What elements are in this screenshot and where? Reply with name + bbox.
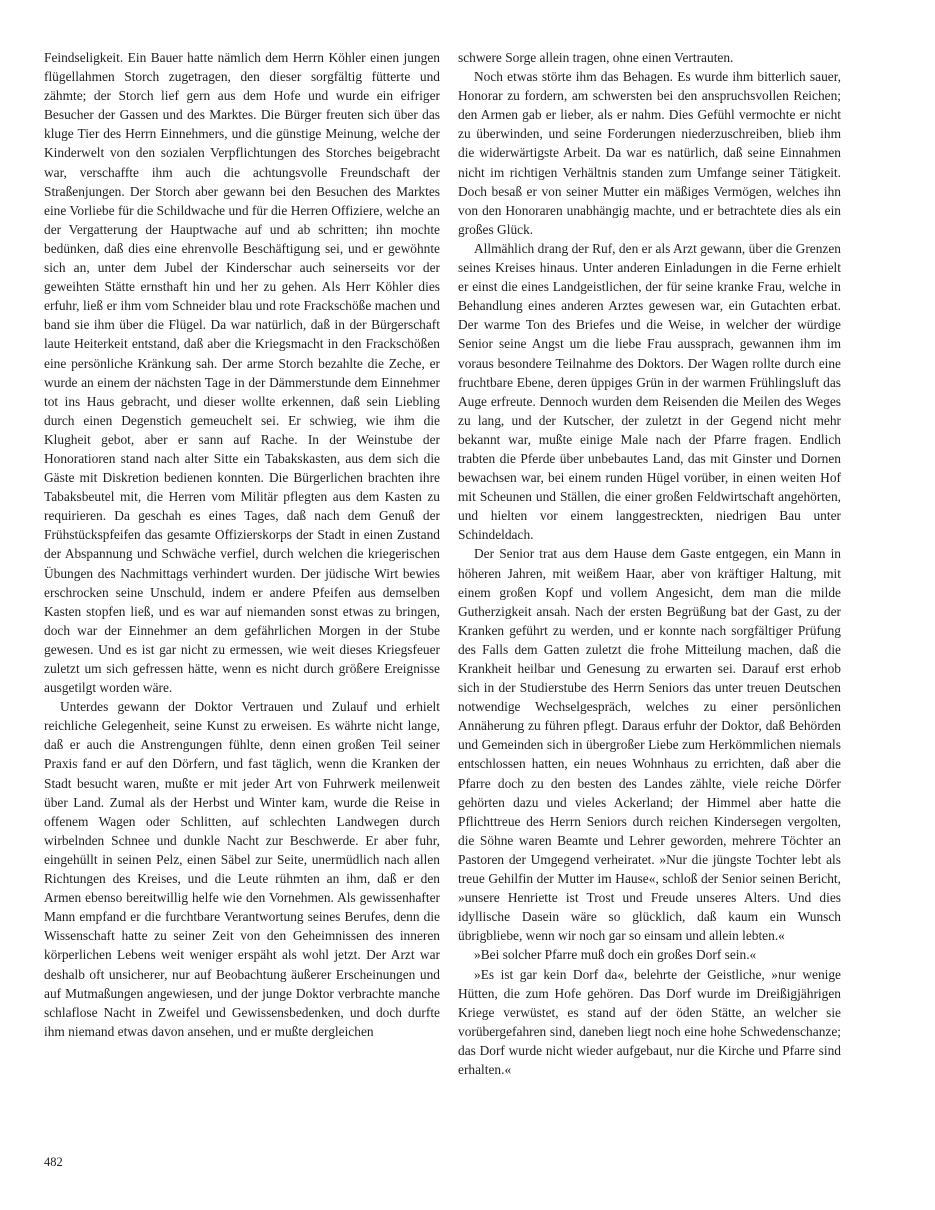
paragraph: Feindseligkeit. Ein Bauer hatte nämlich dem Herrn Köhler einen jungen flügellahmen Storch zugetragen, den dieser sorgfältig fütterte und zähmte; der Storch lief gern aus dem Hofe und wurde ein eifriger Besucher der Gassen und des Marktes. Die Bürger freuten sich über das kluge Tier des Herrn Einnehmers, und die günstige Meinung, welche der Kinderwelt von den sozialen Verpflichtungen des Storches beigebracht war, verschaffte ihm auch die achtungsvolle Freundschaft der Straßenjungen. Der Storch aber gewann bei den Besuchen des Marktes eine Vorliebe für die Schildwache und für die Herren Offiziere, welche an der Vergatterung der Hauptwache auf und ab schritten; ihn mochte bedünken, daß dies eine ehrenvolle Beschäftigung sei, und er gewöhnte sich an, unter dem Jubel der Kinderschar auch seinerseits vor der geweihten Stätte ernsthaft hin und her zu gehen. Als Herr Köhler dies erfuhr, ließ er ihm vom Schneider blau und rote Frackschöße machen und band sie ihm über die Flügel. Da war natürlich, daß in der Bürgerschaft laute Heiterkeit entstand, daß aber die Kriegsmacht in den Frackschößen eine persönliche Kränkung sah. Der arme Storch bezahlte die Zeche, er wurde an einem der nächsten Tage in der Dämmerstunde dem Einnehmer tot ins Haus gebracht, und dieser wollte erkennen, daß sein Liebling durch einen Degenstich gemeuchelt sei. Er schwieg, wie ihm die Klugheit gebot, aber er sann auf Rache. In der Weinstube der Honoratioren stand nach alter Sitte ein Tabakskasten, aus dem sich die Gäste mit Diskretion bedienen konnten. Die Bürgerlichen brachten ihre Tabaksbeutel mit, die Herren vom Militär pflegten aus dem Kasten zu requirieren. Da geschah es eines Tages, daß nach dem Genuß der Frühstückspfeifen das gesamte Offizierskorps der Stadt in einen Zustand der Abspannung und Schwäche verfiel, durch welchen die kriegerischen Übungen des Nachmittags verhindert wurden. Der jüdische Wirt bewies erschrocken seine Unschuld, indem er andere Pfeifen aus demselben Kasten stopfen ließ, und es war auf niemanden sonst etwas zu bringen, doch war der Einnehmer an dem gefährlichen Morgen in der Stube gewesen. Und es ist gar nicht zu ermessen, wie weit dieses Kriegsfeuer zuletzt um sich gefressen hätte, wenn es nicht durch größere Ereignisse ausgetilgt worden wäre. <box>44 50 440 696</box>
paragraph: »Bei solcher Pfarre muß doch ein großes Dorf sein.« <box>474 947 757 963</box>
paragraph: schwere Sorge allein tragen, ohne einen Vertrauten. <box>458 50 734 65</box>
paragraph: Noch etwas störte ihm das Behagen. Es wurde ihm bitterlich sauer, Honorar zu fordern, am schwersten bei den anspruchsvollen Reichen; den Armen gab er lieber, als er nahm. Dies Gefühl vermochte er nicht zu überwinden, und seine Forderungen niederzuschreiben, blieb ihm die widerwärtigste Arbeit. Da war es natürlich, daß seine Einnahmen nicht im richtigen Verhältnis standen zum Umfange seiner Tätigkeit. Doch besaß er von seiner Mutter ein mäßiges Vermögen, welches ihn von den Honoraren unabhängig machte, und er betrachtete dies als ein großes Glück. <box>458 69 841 237</box>
paragraph: Allmählich drang der Ruf, den er als Arzt gewann, über die Grenzen seines Kreises hinaus. Unter anderen Einladungen in die Ferne erhielt er einst die eines Landgeistlichen, der für seine kranke Frau, welche in Behandlung eines anderen Arztes gewesen war, ein Gutachten erbat. Der warme Ton des Briefes und die Weise, in welcher der würdige Senior seine Angst um die liebe Frau aussprach, gewannen ihm im voraus besondere Teilnahme des Doktors. Der Wagen rollte durch eine fruchtbare Ebene, deren üppiges Grün in der warmen Frühlingsluft das Auge erfreute. Dennoch wurden dem Reisenden die Meilen des Weges zu lang, und der Kutscher, der zuletzt in der Gegend nicht mehr bekannt war, mußte einige Male nach der Pfarre fragen. Endlich trabten die Pferde über unbebautes Land, das mit Ginster und Dornen bewachsen war, bei einem runden Hügel vorüber, in einen weiten Hof mit Scheunen und Ställen, die einer großen Feldwirtschaft angehörten, und hielten vor einem langgestreckten, niedrigen Bau unter Schindeldach. <box>458 240 841 543</box>
left-text-column <box>44 48 440 1041</box>
paragraph: »Es ist gar kein Dorf da«, belehrte der Geistliche, »nur wenige Hütten, die zum Hofe gehören. Das Dorf wurde im Dreißigjährigen Kriege verwüstet, es stand auf der öden Stätte, an welcher sie vorübergefahren sind, daneben liegt noch eine hohe Schwedenschanze; das Dorf wurde nicht wieder aufgebaut, nur die Kirche und Pfarre sind erhalten.« <box>458 966 841 1077</box>
paragraph: Unterdes gewann der Doktor Vertrauen und Zulauf und erhielt reichliche Gelegenheit, seine Kunst zu erweisen. Es währte nicht lange, daß er auch die Anstrengungen fühlte, denn einen großen Teil seiner Praxis fand er auf den Dörfern, und fast täglich, wenn die Kranken der Stadt besucht waren, mußte er mit jeder Art von Fuhrwerk meilenweit über Land. Zumal als der Herbst und Winter kam, wurde die Reise in offenem Wagen oder Schlitten, auf schlechten Landwegen durch wirbelnden Schnee und dunkle Nacht zur Beschwerde. Er aber fuhr, eingehüllt in seinen Pelz, einen Säbel zur Seite, unermüdlich nach allen Richtungen des Kreises, und die Leute rühmten an ihm, daß er den Armen ebenso bereitwillig helfe wie den Vornehmen. Als gewissenhafter Mann empfand er die furchtbare Verantwortung seines Berufes, denn die Wissenschaft hatte zu seiner Zeit von den Geheimnissen des inneren körperlichen Lebens weit weniger erspäht als wohl jetzt. Der Arzt war deshalb oft unsicherer, nur auf Beobachtung äußerer Erscheinungen und auf Mutmaßungen angewiesen, und der junge Doktor verbrachte manche schlaflose Nacht in Zweifel und Gewissensbedenken, und doch durfte ihm niemand etwas davon ansehen, und er mußte dergleichen <box>44 699 440 1039</box>
page-number: 482 <box>44 1155 63 1169</box>
paragraph: Der Senior trat aus dem Hause dem Gaste entgegen, ein Mann in höheren Jahren, mit weißem Haar, aber von kräftiger Haltung, mit einem großen Kopf und vollem Angesicht, dem man die milde Gutherzigkeit ansah. Nach der ersten Begrüßung bat der Gast, zu der Kranken geführt zu werden, und er konnte nach sorgfältiger Prüfung des Falls dem Gatten zuletzt die frohe Mitteilung machen, daß die Krankheit heilbar und Genesung zu erwarten sei. Darauf erst erhob sich in der Studierstube des Herrn Seniors das unter treuen Deutschen notwendige Wechselgespräch, welches zu einer persönlichen Annäherung zu führen pflegt. Daraus erfuhr der Doktor, daß Behörden und Gemeinden sich in übergroßer Liebe zum Herkömmlichen niemals entschlossen hatten, ein neues Wohnhaus zu errichten, daß aber die Pfarre doch zu den besten des Landes zählte, viele reiche Dörfer gehörten dazu und vieles Ackerland; der Himmel aber hatte die Pflichttreue des Herrn Seniors durch reichen Kindersegen vergolten, die Söhne waren Beamte und Lehrer geworden, mehrere Töchter an Pastoren der Umgegend verheiratet. »Nur die jüngste Tochter lebt als treue Gehilfin der Mutter im Hause«, schloß der Senior seinen Bericht, »unsere Henriette ist Trost und Freude unseres Alters. Und dies idyllische Dasein wäre so glücklich, daß kaum ein Wunsch übrigbliebe, wenn wir noch gar so einsam und allein lebten.« <box>458 546 841 944</box>
right-text-column <box>458 48 841 1079</box>
